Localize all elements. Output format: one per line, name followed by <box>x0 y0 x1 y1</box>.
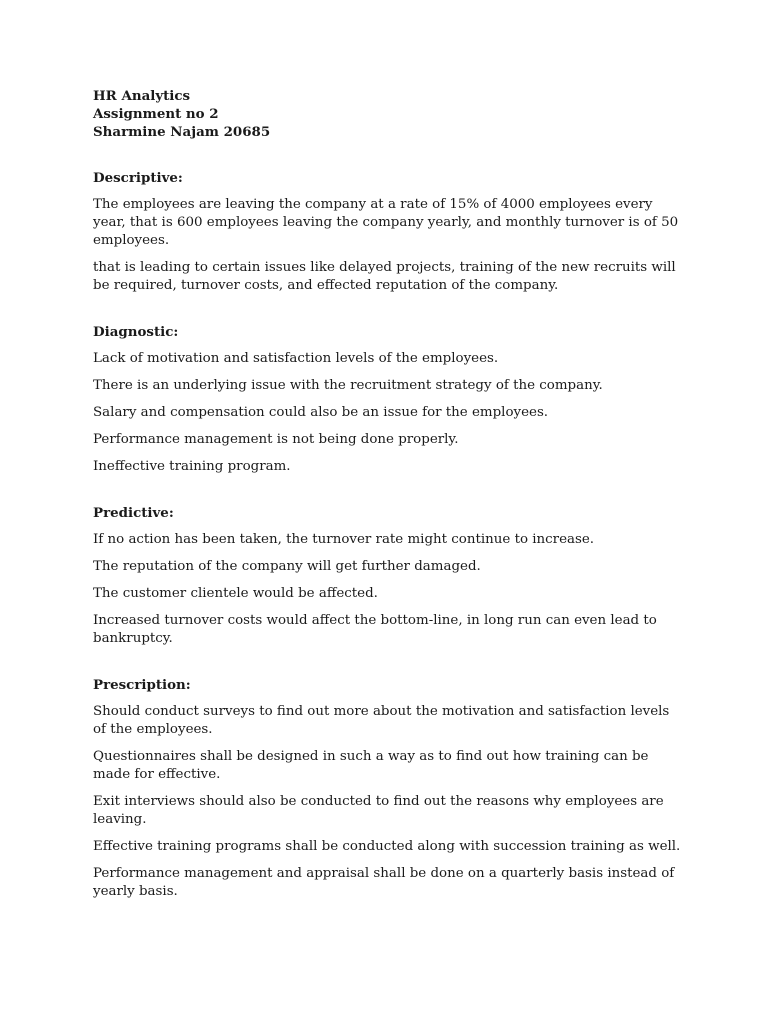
paragraph: There is an underlying issue with the recruitment strategy of the company. <box>93 378 603 393</box>
document-title: HR Analytics <box>93 88 191 104</box>
section-heading: Descriptive: <box>93 170 183 186</box>
section-heading: Diagnostic: <box>93 324 179 340</box>
section-descriptive <box>93 169 683 295</box>
paragraph: Increased turnover costs would affect the bottom-line, in long run can even lead to bankruptcy. <box>93 613 657 646</box>
paragraph: If no action has been taken, the turnover rate might continue to increase. <box>93 532 595 547</box>
paragraph: Performance management and appraisal shall be done on a quarterly basis instead of yearly basis. <box>93 866 675 899</box>
section-diagnostic <box>93 323 683 476</box>
document-header <box>93 87 683 141</box>
author-name-id: Sharmine Najam 20685 <box>93 124 271 140</box>
assignment-number: Assignment no 2 <box>93 106 219 122</box>
paragraph: Effective training programs shall be conducted along with succession training as well. <box>93 839 681 854</box>
document-content <box>93 87 683 929</box>
section-predictive <box>93 504 683 648</box>
paragraph: that is leading to certain issues like delayed projects, training of the new recruits will be required, turnover costs, and effected reputation of the company. <box>93 260 676 293</box>
paragraph: Lack of motivation and satisfaction levels of the employees. <box>93 351 499 366</box>
paragraph: Questionnaires shall be designed in such a way as to find out how training can be made for effective. <box>93 749 649 782</box>
paragraph: Should conduct surveys to find out more about the motivation and satisfaction levels of the employees. <box>93 704 670 737</box>
paragraph: Ineffective training program. <box>93 459 291 474</box>
paragraph: The reputation of the company will get further damaged. <box>93 559 481 574</box>
paragraph: The employees are leaving the company at a rate of 15% of 4000 employees every year, that is 600 employees leaving the company yearly, and monthly turnover is of 50 employees. <box>93 197 679 248</box>
paragraph: Salary and compensation could also be an issue for the employees. <box>93 405 549 420</box>
section-heading: Predictive: <box>93 505 174 521</box>
section-heading: Prescription: <box>93 677 191 693</box>
paragraph: Exit interviews should also be conducted to find out the reasons why employees are leaving. <box>93 794 664 827</box>
section-prescription <box>93 676 683 901</box>
paragraph: Performance management is not being done properly. <box>93 432 459 447</box>
paragraph: The customer clientele would be affected. <box>93 586 378 601</box>
